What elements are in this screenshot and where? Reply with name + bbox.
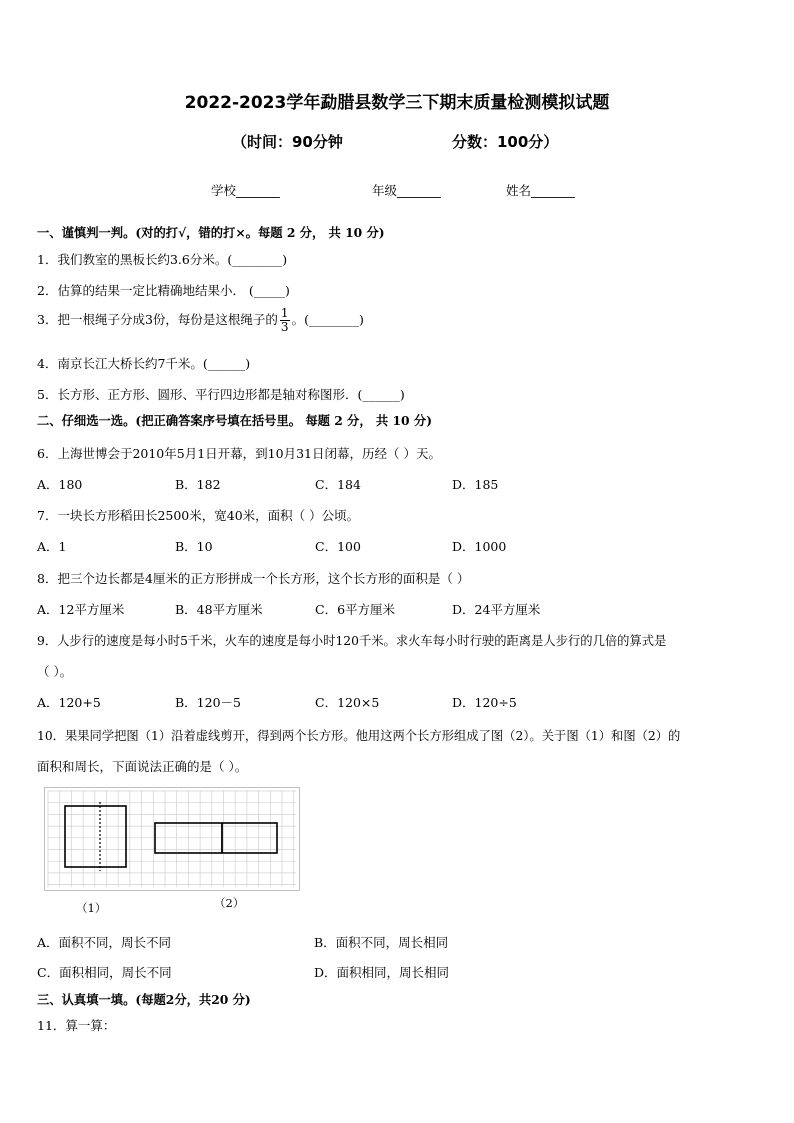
q10-option-a: A．面积不同，周长不同 [37,935,172,950]
question-3-blank: 。(________) [291,312,364,327]
question-9-line1: 9．人步行的速度是每小时5千米，火车的速度是每小时120千米。求火车每小时行驶的距离是人步行的几倍的算式是 [37,634,667,648]
q6-option-d: D．185 [452,477,499,492]
question-5: 5．长方形、正方形、圆形、平行四边形都是轴对称图形．(______) [37,387,405,402]
section-3-heading: 三、认真填一填。(每题2分，共20 分) [37,992,251,1007]
q10-option-c: C．面积相同，周长不同 [37,965,172,980]
q9-option-a: A．120+5 [37,695,101,710]
question-9-line2: （ ）。 [37,664,73,679]
q9-option-c: C．120×5 [315,695,380,710]
question-10-line1: 10．果果同学把图（1）沿着虚线剪开，得到两个长方形。他用这两个长方形组成了图（2）。关于图（1）和图（2）的 [37,729,681,743]
exam-time: （时间：90分钟 [232,133,343,151]
grade-field: 年级_______ [372,183,441,198]
q8-option-c: C．6平方厘米 [315,602,396,617]
question-2: 2．估算的结果一定比精确地结果小． (_____) [37,283,290,298]
q7-option-a: A．1 [37,539,67,554]
fraction-one-third [280,307,290,334]
question-4: 4．南京长江大桥长约7千米。(______) [37,356,251,371]
section-2-heading: 二、仔细选一选。(把正确答案序号填在括号里。 每题 2 分， 共 10 分) [37,413,433,428]
q6-option-a: A．180 [37,477,83,492]
q6-option-c: C．184 [315,477,361,492]
grid-figure-svg [44,787,300,891]
question-7: 7．一块长方形稻田长2500米，宽40米，面积（ ）公顷。 [37,508,360,523]
question-3 [37,307,364,334]
q10-option-d: D．面积相同，周长相同 [314,965,450,980]
question-11: 11．算一算： [37,1018,116,1033]
question-3-text: 3．把一根绳子分成3份，每份是这根绳子的 [37,312,278,327]
exam-score: 分数：100分） [452,133,559,151]
school-field: 学校_______ [211,183,280,198]
q6-option-b: B．182 [175,477,221,492]
q8-option-b: B．48平方厘米 [175,602,263,617]
q7-option-d: D．1000 [452,539,507,554]
question-6: 6．上海世博会于2010年5月1日开幕，到10月31日闭幕，历经（ ）天。 [37,446,441,461]
question-10-line2: 面积和周长，下面说法正确的是（ ）。 [37,759,248,774]
q7-option-b: B．10 [175,539,213,554]
exam-title: 2022-2023学年勐腊县数学三下期末质量检测模拟试题 [184,93,610,113]
q7-option-c: C．100 [315,539,361,554]
fraction-numerator: 1 [280,306,289,320]
q8-option-d: D．24平方厘米 [452,602,541,617]
q9-option-d: D．120÷5 [452,695,517,710]
fraction-denominator: 3 [280,320,289,334]
q10-option-b: B．面积不同，周长相同 [314,935,449,950]
name-field: 姓名_______ [506,183,575,198]
grid-figure [44,787,300,915]
section-1-heading: 一、谨慎判一判。(对的打√，错的打×。每题 2 分， 共 10 分) [37,225,385,240]
figure-2-label: （2） [214,896,245,910]
question-8: 8．把三个边长都是4厘米的正方形拼成一个长方形，这个长方形的面积是（ ） [37,571,470,586]
figure-1-label: （1） [76,901,107,915]
q8-option-a: A．12平方厘米 [37,602,125,617]
q9-option-b: B．120－5 [175,695,241,710]
question-1: 1．我们教室的黑板长约3.6分米。(________) [37,252,288,267]
